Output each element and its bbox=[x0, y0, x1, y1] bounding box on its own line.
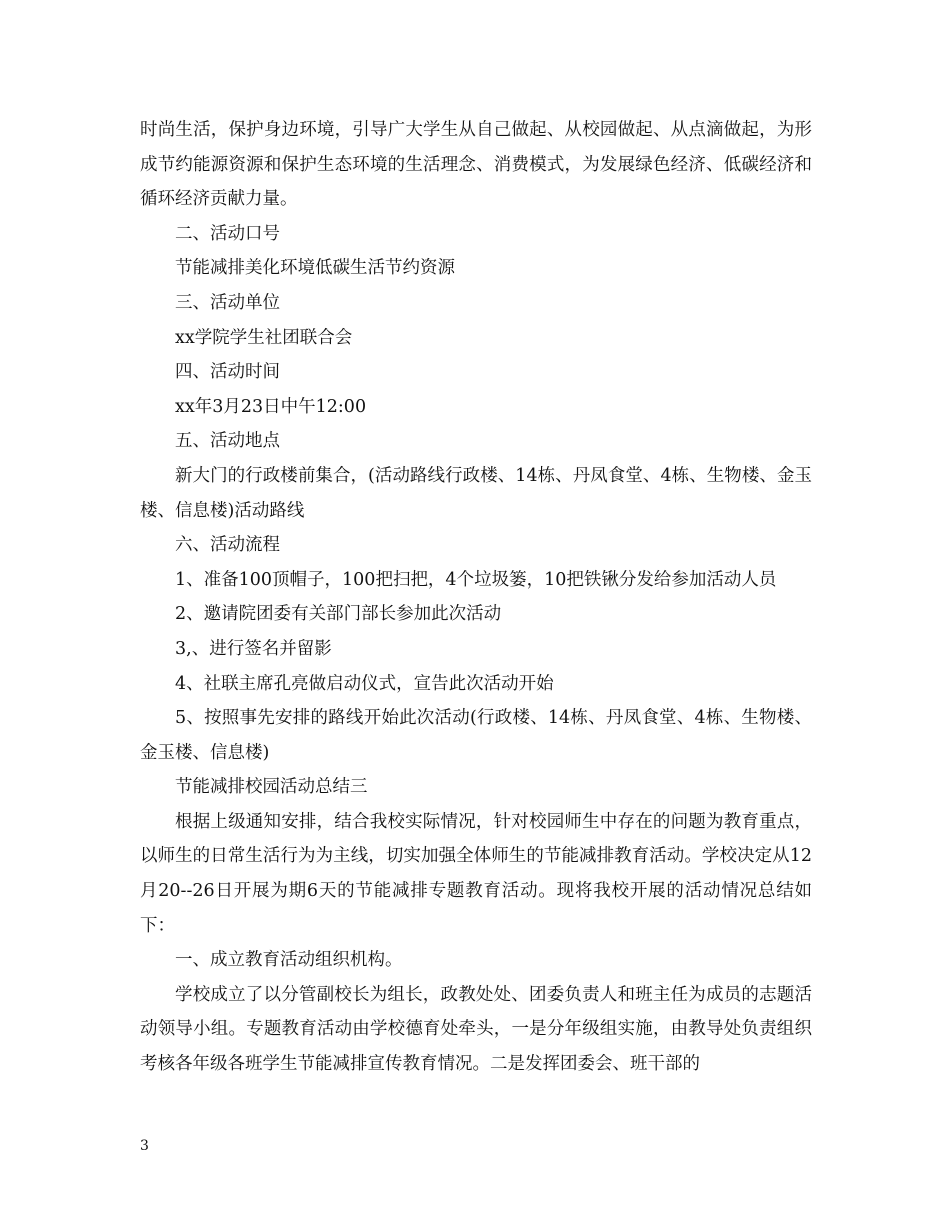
section-heading-slogan: 二、活动口号 bbox=[175, 223, 280, 244]
section-heading-time: 四、活动时间 bbox=[175, 362, 280, 383]
document-body bbox=[140, 113, 812, 1082]
list-item: 5、按照事先安排的路线开始此次活动(行政楼、14栋、丹凤食堂、4栋、生物楼、金玉楼、信息楼) bbox=[140, 708, 812, 763]
list-item: 4、社联主席孔亮做启动仪式，宣告此次活动开始 bbox=[175, 673, 554, 694]
paragraph: xx学院学生社团联合会 bbox=[175, 327, 353, 348]
list-item: 1、准备100顶帽子，100把扫把，4个垃圾篓，10把铁锹分发给参加活动人员 bbox=[175, 569, 777, 590]
document-subtitle: 节能减排校园活动总结三 bbox=[175, 777, 368, 798]
section-heading-process: 六、活动流程 bbox=[175, 535, 280, 556]
list-item: 3,、进行签名并留影 bbox=[175, 638, 332, 659]
paragraph: xx年3月23日中午12:00 bbox=[175, 396, 367, 417]
paragraph: 学校成立了以分管副校长为组长，政教处处、团委负责人和班主任为成员的志题活动领导小组。专题教育活动由学校德育处牵头，一是分年级组实施，由教导处负责组织考核各年级各班学生节能减排宣传教育情况。二是发挥团委会、班干部的 bbox=[140, 984, 812, 1075]
list-item: 2、邀请院团委有关部门部长参加此次活动 bbox=[175, 604, 502, 625]
page-number: 3 bbox=[140, 1138, 149, 1154]
section-heading-location: 五、活动地点 bbox=[175, 431, 280, 452]
paragraph: 时尚生活，保护身边环境，引导广大学生从自己做起、从校园做起、从点滴做起，为形成节约能源资源和保护生态环境的生活理念、消费模式，为发展绿色经济、低碳经济和循环经济贡献力量。 bbox=[140, 120, 812, 210]
paragraph: 节能减排美化环境低碳生活节约资源 bbox=[175, 258, 455, 279]
section-heading-organization: 一、成立教育活动组织机构。 bbox=[175, 950, 403, 971]
paragraph: 根据上级通知安排，结合我校实际情况，针对校园师生中存在的问题为教育重点，以师生的日常生活行为为主线，切实加强全体师生的节能减排教育活动。学校决定从12月20--26日开展为期6天的节能减排专题教育活动。现将我校开展的活动情况总结如下： bbox=[140, 811, 812, 936]
section-heading-organizer: 三、活动单位 bbox=[175, 292, 280, 313]
paragraph: 新大门的行政楼前集合，(活动路线行政楼、14栋、丹凤食堂、4栋、生物楼、金玉楼、信息楼)活动路线 bbox=[140, 465, 812, 521]
